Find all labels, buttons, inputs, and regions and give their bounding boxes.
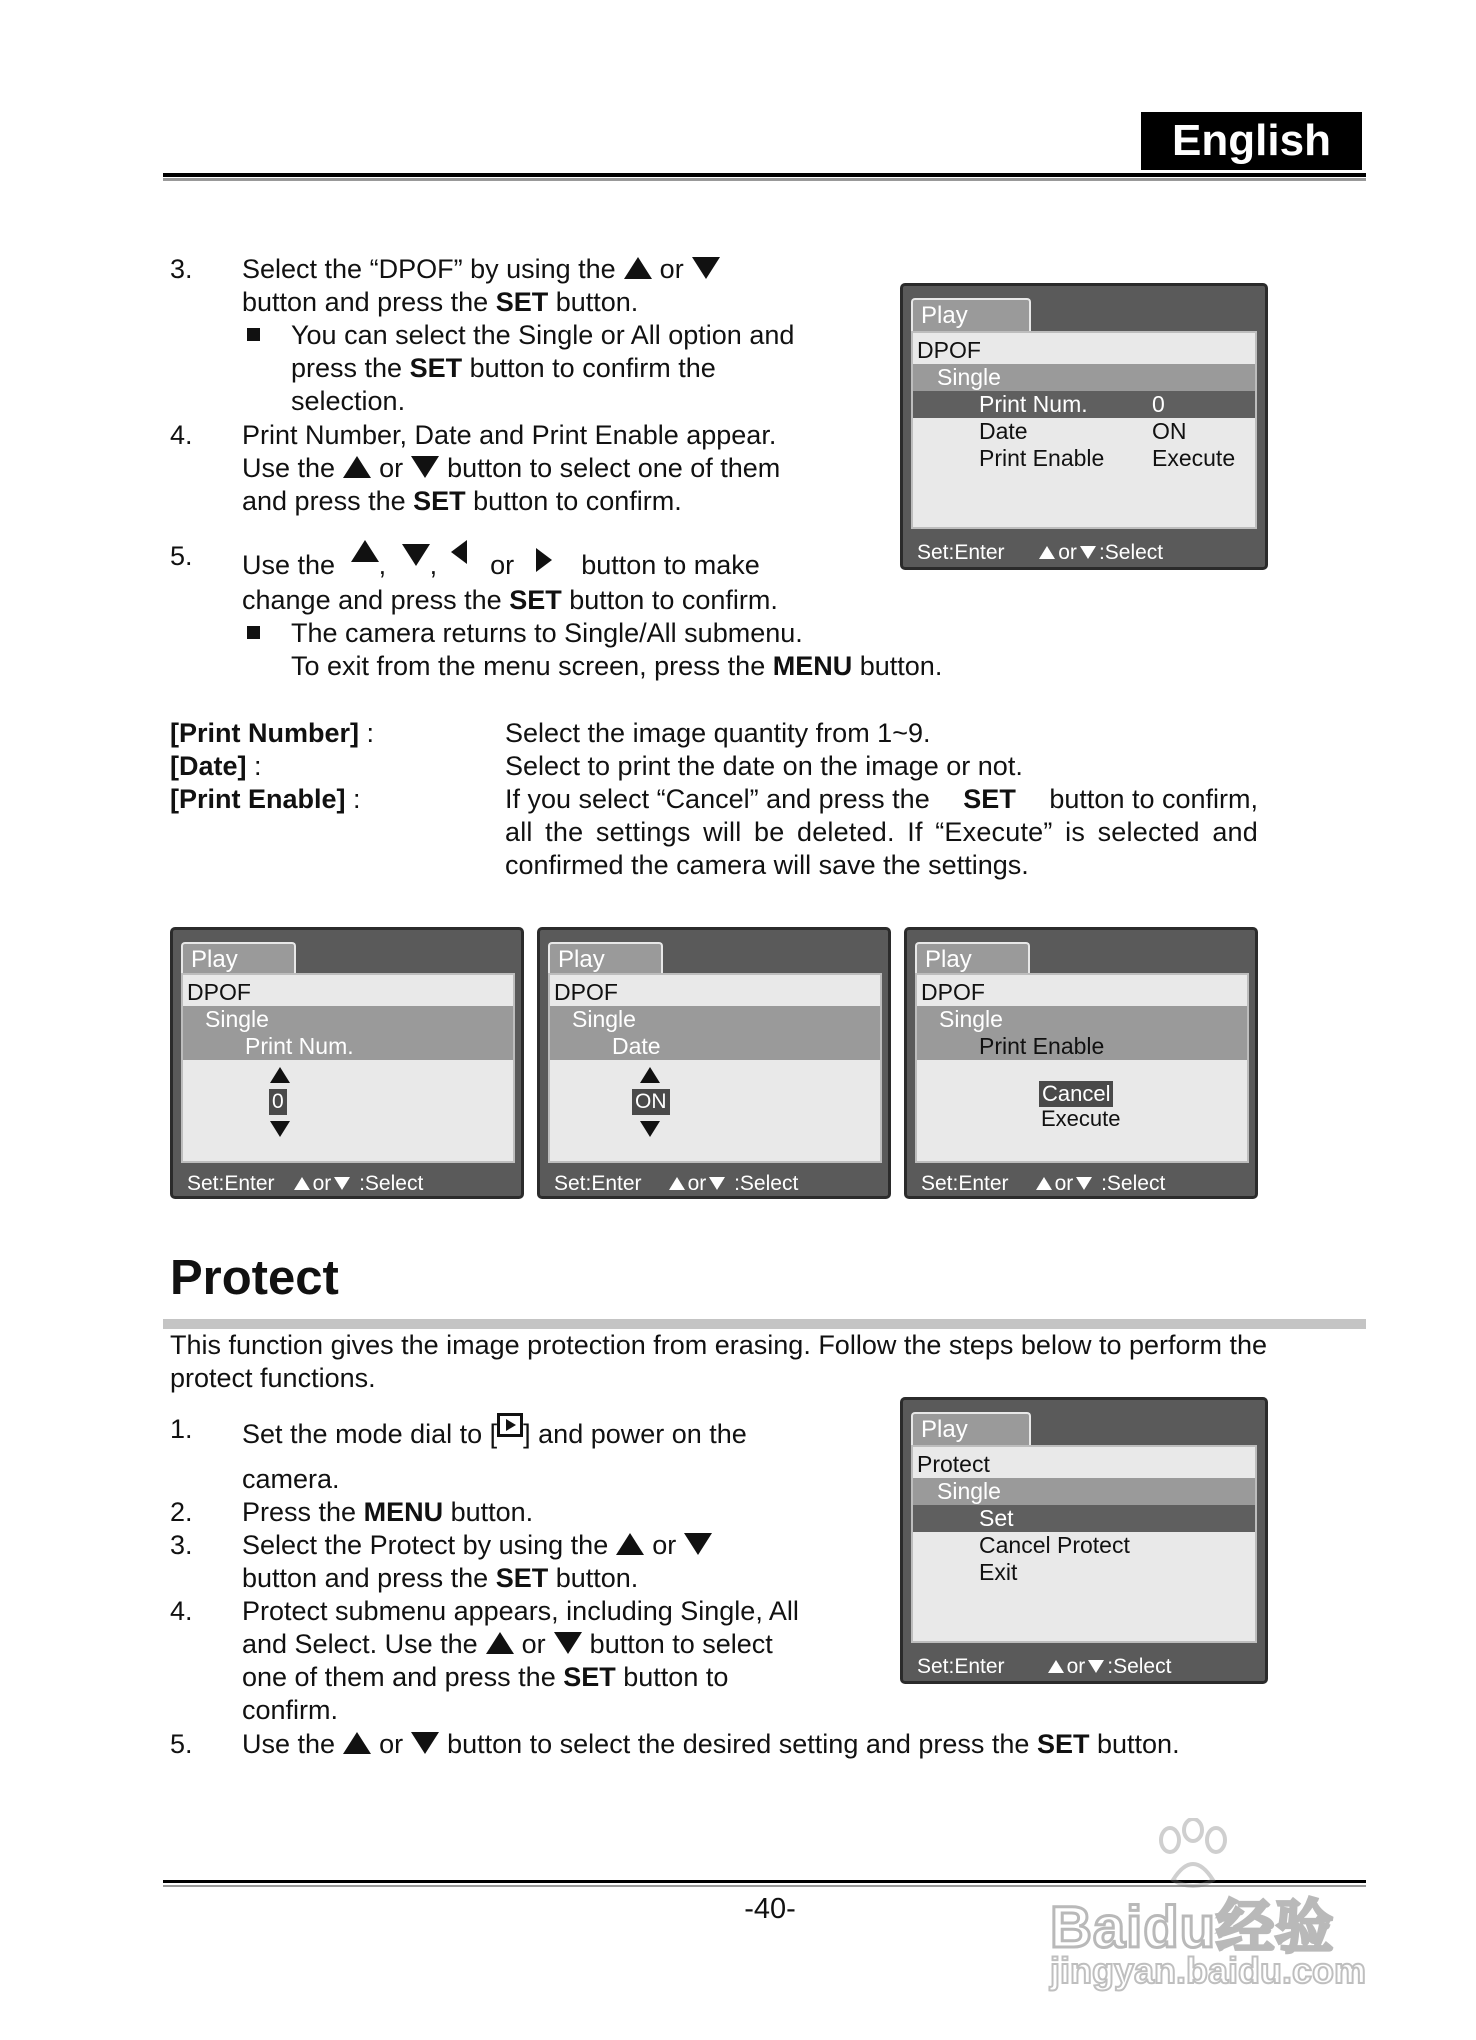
definition-term — [170, 717, 374, 750]
header-rule-shadow — [163, 178, 1366, 181]
protect-step1-number: 1. — [170, 1414, 193, 1444]
down-arrow-icon — [692, 257, 720, 279]
menu-row-set[interactable] — [913, 1505, 1255, 1532]
or-text: or — [379, 453, 404, 483]
or-text: or — [379, 1729, 404, 1759]
step5-end: button to make — [581, 550, 760, 580]
screen-footer — [917, 1655, 1171, 1679]
option-execute[interactable]: Execute — [1041, 1106, 1121, 1131]
menu-title: DPOF — [921, 979, 985, 1005]
step5-line2-text: change and press the — [242, 585, 502, 615]
option-cancel[interactable]: Cancel — [1039, 1081, 1113, 1107]
footer-select: :Select — [734, 1172, 799, 1195]
row-label: Cancel Protect — [979, 1532, 1130, 1558]
footer-or: or — [1058, 541, 1077, 564]
step3-text: Select the Protect by using the — [242, 1530, 609, 1560]
down-arrow-icon — [1076, 1177, 1092, 1190]
step5-bullet2-end: button. — [859, 651, 943, 681]
menu-keyword: MENU — [772, 651, 853, 681]
step1-text-end: ] and power on the — [523, 1419, 747, 1449]
step5-line2 — [242, 584, 778, 617]
row-label: Print Enable — [979, 445, 1105, 471]
step4-line3-text: and press the — [242, 486, 406, 516]
menu-title: DPOF — [187, 979, 251, 1005]
step3-line2-end: button. — [555, 1563, 639, 1593]
down-arrow-icon — [402, 544, 430, 566]
bullet-icon — [247, 626, 260, 639]
watermark-url: jingyan.baidu.com — [1050, 1950, 1367, 1991]
comma: , — [429, 550, 438, 580]
menu-row-print-enable[interactable] — [913, 445, 1255, 472]
protect-step3-number: 3. — [170, 1530, 193, 1560]
step4-line3 — [242, 485, 682, 518]
footer-or: or — [312, 1172, 332, 1195]
row-value: Execute — [1152, 445, 1236, 471]
up-arrow-icon — [669, 1177, 685, 1190]
set-keyword: SET — [495, 1563, 549, 1593]
step3-bullet1: You can select the Single or All option and — [291, 320, 795, 350]
up-arrow-icon — [1036, 1177, 1052, 1190]
up-arrow-icon[interactable] — [270, 1067, 290, 1083]
protect-step2-line — [242, 1496, 533, 1529]
footer-set-enter: Set:Enter — [917, 541, 1005, 564]
protect-step3-line1 — [242, 1529, 720, 1562]
screen-footer — [187, 1172, 423, 1196]
step5-text-end: button. — [1097, 1729, 1180, 1759]
menu-sub-single: Single — [913, 364, 1255, 391]
play-tab: Play — [911, 1412, 1031, 1446]
menu-item-print-enable: Print Enable — [979, 1033, 1105, 1059]
or-text: or — [659, 254, 684, 284]
step2-text-end: button. — [450, 1497, 534, 1527]
step5-number: 5. — [170, 541, 193, 571]
step3-line2-text: button and press the — [242, 1563, 489, 1593]
set-keyword: SET — [1036, 1729, 1090, 1759]
step3-bullet3: selection. — [291, 386, 406, 416]
up-arrow-icon[interactable] — [640, 1067, 660, 1083]
step3-bullet2-text: press the — [291, 353, 403, 383]
step5-text: Use the — [242, 1729, 336, 1759]
footer-select: :Select — [1098, 541, 1164, 564]
camera-screen-print-num — [170, 927, 524, 1199]
protect-step4-number: 4. — [170, 1596, 193, 1626]
step3-line1 — [242, 253, 728, 286]
footer-or: or — [687, 1172, 707, 1195]
menu-row-date[interactable] — [913, 418, 1255, 445]
step4-line2 — [242, 452, 780, 485]
step5-line2-end: button to confirm. — [569, 585, 778, 615]
row-label: Exit — [979, 1559, 1018, 1585]
or-text: or — [652, 1530, 677, 1560]
down-arrow-icon — [554, 1632, 582, 1654]
down-arrow-icon[interactable] — [640, 1121, 660, 1137]
term-print-number: [Print Number] — [170, 718, 359, 748]
down-arrow-icon[interactable] — [270, 1121, 290, 1137]
step5-text-mid: button to select the desired setting and press the — [447, 1729, 1030, 1759]
set-keyword: SET — [409, 353, 463, 383]
step4-line2-text: and Select. Use the — [242, 1629, 478, 1659]
down-arrow-icon — [709, 1177, 725, 1190]
step1-text: Set the mode dial to [ — [242, 1419, 498, 1449]
protect-step4-line1: Protect submenu appears, including Single, All — [242, 1596, 799, 1626]
step5-line1 — [242, 540, 760, 582]
row-label: Date — [979, 418, 1028, 444]
down-arrow-icon — [411, 1732, 439, 1754]
protect-intro-line1: This function gives the image protection from erasing. Follow the steps below to perform the — [170, 1330, 1268, 1360]
set-keyword: SET — [509, 585, 562, 615]
step3-text: Select the “DPOF” by using the — [242, 254, 616, 284]
play-tab: Play — [181, 942, 296, 974]
step3-bullet2-end: button to confirm the — [469, 353, 716, 383]
step4-line3-end: button to confirm. — [473, 486, 682, 516]
step4-line1: Print Number, Date and Print Enable appear. — [242, 420, 777, 450]
footer-set-enter: Set:Enter — [187, 1172, 275, 1195]
down-arrow-icon — [1088, 1660, 1104, 1673]
definition-term — [170, 783, 361, 816]
camera-screen-print-enable — [904, 927, 1258, 1199]
menu-sub-single: Single — [205, 1006, 269, 1032]
step4-line3-end: button to — [623, 1662, 729, 1692]
camera-screen-date — [537, 927, 891, 1199]
definition-desc: Select to print the date on the image or not. — [505, 751, 1023, 781]
step3-line2-end: button. — [555, 287, 639, 317]
up-arrow-icon — [343, 1732, 371, 1754]
camera-screen-protect — [900, 1397, 1268, 1684]
protect-step4-line4: confirm. — [242, 1695, 339, 1725]
protect-step1-line1 — [242, 1413, 747, 1451]
comma: , — [378, 550, 387, 580]
up-arrow-icon — [1048, 1660, 1064, 1673]
header-rule — [163, 173, 1366, 177]
step2-text: Press the — [242, 1497, 357, 1527]
play-tab: Play — [911, 298, 1031, 332]
protect-step4-line2 — [242, 1628, 773, 1661]
footer-set-enter: Set:Enter — [917, 1655, 1005, 1678]
definition-desc-line2: all the settings will be deleted. If “Execute” is selected and — [505, 817, 1258, 847]
definition-desc-line3: confirmed the camera will save the settings. — [505, 850, 1029, 880]
desc-text-end: button to confirm, — [1049, 784, 1258, 814]
protect-step2-number: 2. — [170, 1497, 193, 1527]
menu-row-cancel-protect[interactable] — [913, 1532, 1255, 1559]
screen-footer — [554, 1172, 798, 1196]
menu-sub-block — [550, 1006, 880, 1060]
desc-text: If you select “Cancel” and press the — [505, 784, 930, 814]
protect-step1-line2: camera. — [242, 1464, 340, 1494]
page-number: -40- — [744, 1893, 796, 1925]
term-date: [Date] — [170, 751, 247, 781]
row-label: Print Num. — [979, 391, 1088, 417]
set-keyword: SET — [563, 1662, 616, 1692]
up-arrow-icon — [351, 540, 379, 562]
protect-heading: Protect — [170, 1251, 339, 1305]
definition-term — [170, 750, 262, 783]
term-print-enable: [Print Enable] — [170, 784, 346, 814]
menu-title: DPOF — [554, 979, 618, 1005]
step3-line2-text: button and press the — [242, 287, 489, 317]
menu-title: Protect — [917, 1451, 990, 1477]
step4-number: 4. — [170, 420, 193, 450]
up-arrow-icon — [343, 456, 371, 478]
up-arrow-icon — [616, 1533, 644, 1555]
step3-line2 — [242, 286, 638, 319]
step4-line3-text: one of them and press the — [242, 1662, 556, 1692]
definition-desc — [505, 783, 1258, 816]
menu-panel — [181, 973, 515, 1163]
screen-footer — [917, 541, 1163, 565]
menu-panel — [911, 1445, 1257, 1643]
footer-set-enter: Set:Enter — [921, 1172, 1009, 1195]
protect-step4-line3 — [242, 1661, 728, 1694]
value-box[interactable]: ON — [632, 1089, 670, 1115]
footer-set-enter: Set:Enter — [554, 1172, 642, 1195]
or-text: or — [490, 550, 515, 580]
right-arrow-icon — [536, 548, 552, 572]
menu-sub-block — [183, 1006, 513, 1060]
footer-select: :Select — [1107, 1655, 1172, 1678]
menu-sub-single: Single — [939, 1006, 1003, 1032]
bullet-icon — [247, 328, 260, 341]
step3-number: 3. — [170, 254, 193, 284]
menu-sub-block — [917, 1006, 1247, 1060]
step4-line2-text: Use the — [242, 453, 336, 483]
left-arrow-icon — [451, 540, 467, 564]
step4-line2-end: button to select — [589, 1629, 773, 1659]
value-box[interactable]: 0 — [269, 1089, 287, 1115]
step5-bullet2 — [291, 650, 942, 683]
menu-row-exit[interactable] — [913, 1559, 1255, 1586]
step4-line2-end: button to select one of them — [447, 453, 781, 483]
footer-select: :Select — [359, 1172, 424, 1195]
term-separator: : — [359, 718, 375, 748]
menu-item-print-num: Print Num. — [245, 1033, 354, 1059]
section-rule — [163, 1319, 1366, 1329]
camera-screen-dpof — [900, 283, 1268, 570]
step3-bullet2 — [291, 352, 716, 385]
set-keyword: SET — [413, 486, 466, 516]
footer-or: or — [1054, 1172, 1074, 1195]
protect-step5-number: 5. — [170, 1729, 193, 1759]
footer-select: :Select — [1101, 1172, 1166, 1195]
or-text: or — [521, 1629, 546, 1659]
up-arrow-icon — [1039, 546, 1055, 559]
term-separator: : — [345, 784, 361, 814]
play-tab: Play — [915, 942, 1030, 974]
protect-intro-line2: protect functions. — [170, 1363, 376, 1393]
watermark-brand: Baidu经验 — [1050, 1895, 1335, 1960]
definition-desc: Select the image quantity from 1~9. — [505, 718, 931, 748]
playback-icon — [497, 1413, 523, 1437]
up-arrow-icon — [486, 1632, 514, 1654]
up-arrow-icon — [624, 257, 652, 279]
menu-keyword: MENU — [363, 1497, 444, 1527]
protect-step5-line — [242, 1728, 1180, 1761]
menu-sub-single: Single — [572, 1006, 636, 1032]
language-label: English — [1172, 116, 1331, 165]
menu-item-date: Date — [612, 1033, 661, 1059]
step5-bullet1: The camera returns to Single/All submenu. — [291, 618, 803, 648]
menu-panel — [548, 973, 882, 1163]
row-label: Set — [979, 1505, 1014, 1531]
menu-panel — [915, 973, 1249, 1163]
down-arrow-icon — [1080, 546, 1096, 559]
play-tab: Play — [548, 942, 663, 974]
menu-panel — [911, 331, 1257, 529]
menu-title: DPOF — [917, 337, 981, 363]
row-value: ON — [1152, 418, 1187, 444]
menu-row-print-num[interactable] — [913, 391, 1255, 418]
protect-step3-line2 — [242, 1562, 638, 1595]
down-arrow-icon — [684, 1533, 712, 1555]
menu-sub-single: Single — [913, 1478, 1255, 1505]
step5-bullet2-text: To exit from the menu screen, press the — [291, 651, 766, 681]
footer-or: or — [1066, 1655, 1086, 1678]
set-keyword: SET — [963, 784, 1016, 814]
up-arrow-icon — [294, 1177, 310, 1190]
down-arrow-icon — [334, 1177, 350, 1190]
down-arrow-icon — [411, 456, 439, 478]
term-separator: : — [246, 751, 262, 781]
set-keyword: SET — [495, 287, 549, 317]
row-value: 0 — [1152, 391, 1165, 417]
screen-footer — [921, 1172, 1165, 1196]
step5-text: Use the — [242, 550, 336, 580]
